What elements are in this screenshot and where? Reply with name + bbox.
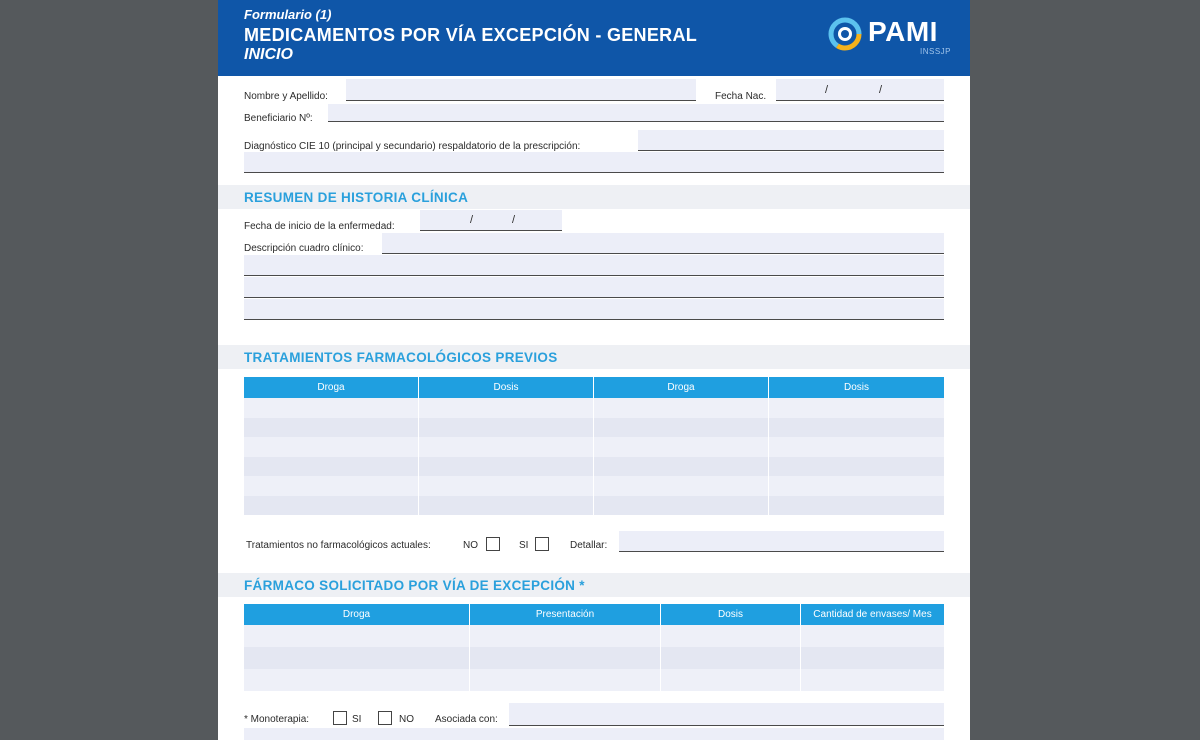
- table-cell[interactable]: [244, 669, 470, 691]
- requested-drug-table-body: [244, 625, 944, 691]
- table-cell[interactable]: [661, 669, 801, 691]
- history-section-title: RESUMEN DE HISTORIA CLÍNICA: [244, 190, 469, 205]
- requested-drug-table-header: [244, 604, 944, 625]
- table-cell[interactable]: [769, 476, 944, 496]
- table-cell[interactable]: [594, 437, 769, 457]
- form-header: [218, 0, 970, 76]
- table-cell[interactable]: [801, 625, 944, 647]
- column-header-dosis: Dosis: [419, 377, 594, 398]
- previous-treatments-table-header: [244, 377, 944, 398]
- table-cell[interactable]: [244, 496, 419, 516]
- associated-field-line-2[interactable]: [244, 728, 944, 740]
- table-cell[interactable]: [594, 398, 769, 418]
- date-separator: /: [825, 84, 829, 96]
- table-row: [244, 418, 944, 438]
- requested-drug-band: [218, 573, 970, 597]
- clinical-description-label: Descripción cuadro clínico:: [244, 243, 364, 254]
- nonpharm-no-checkbox[interactable]: [486, 537, 500, 551]
- table-row: [244, 457, 944, 477]
- beneficiary-field[interactable]: [328, 104, 944, 122]
- table-cell[interactable]: [419, 437, 594, 457]
- form-sheet: [218, 0, 970, 740]
- table-cell[interactable]: [419, 496, 594, 516]
- table-row: [244, 398, 944, 418]
- table-cell[interactable]: [594, 418, 769, 438]
- diagnosis-field-line-2[interactable]: [244, 152, 944, 173]
- table-cell[interactable]: [769, 398, 944, 418]
- requested-drug-title: FÁRMACO SOLICITADO POR VÍA DE EXCEPCIÓN *: [244, 578, 585, 593]
- column-header-droga: Droga: [594, 377, 769, 398]
- table-row: [244, 437, 944, 457]
- onset-date-label: Fecha de inicio de la enfermedad:: [244, 221, 395, 232]
- table-cell[interactable]: [594, 496, 769, 516]
- logo-subtext: INSSJP: [920, 47, 952, 56]
- birth-date-field[interactable]: [776, 79, 944, 101]
- table-cell[interactable]: [769, 418, 944, 438]
- table-row: [244, 496, 944, 516]
- table-cell[interactable]: [419, 476, 594, 496]
- table-cell[interactable]: [244, 457, 419, 477]
- table-cell[interactable]: [419, 398, 594, 418]
- name-field[interactable]: [346, 79, 696, 101]
- logo-text: PAMI: [868, 16, 938, 47]
- table-cell[interactable]: [419, 418, 594, 438]
- table-cell[interactable]: [244, 437, 419, 457]
- form-number: Formulario (1): [244, 7, 332, 22]
- detail-field[interactable]: [619, 531, 944, 552]
- table-row: [244, 669, 944, 691]
- table-cell[interactable]: [801, 647, 944, 669]
- associated-field[interactable]: [509, 703, 944, 726]
- column-header-envases: Cantidad de envases/ Mes: [813, 609, 932, 620]
- table-row: [244, 625, 944, 647]
- table-cell[interactable]: [769, 457, 944, 477]
- table-cell[interactable]: [244, 476, 419, 496]
- monotherapy-no-checkbox[interactable]: [378, 711, 392, 725]
- previous-treatments-band: [218, 345, 970, 369]
- table-cell[interactable]: [470, 625, 661, 647]
- table-cell[interactable]: [661, 647, 801, 669]
- nonpharm-si-label: SI: [519, 540, 529, 551]
- table-cell[interactable]: [769, 496, 944, 516]
- pami-logo: [828, 16, 958, 60]
- previous-treatments-table-body: [244, 398, 944, 515]
- beneficiary-label: Beneficiario Nº:: [244, 113, 313, 124]
- table-row: [244, 647, 944, 669]
- monotherapy-label: * Monoterapia:: [244, 714, 310, 725]
- detail-label: Detallar:: [570, 540, 608, 551]
- associated-label: Asociada con:: [435, 714, 498, 725]
- clinical-description-field[interactable]: [382, 233, 944, 254]
- table-cell[interactable]: [661, 625, 801, 647]
- date-separator: /: [512, 214, 516, 226]
- date-separator: /: [470, 214, 474, 226]
- table-row: [244, 476, 944, 496]
- onset-date-field[interactable]: [420, 210, 562, 231]
- column-header-droga: Droga: [244, 377, 419, 398]
- date-separator: /: [879, 84, 883, 96]
- table-cell[interactable]: [801, 669, 944, 691]
- form-subtitle: INICIO: [244, 46, 293, 63]
- column-header-dosis: Dosis: [661, 604, 801, 625]
- form-title: MEDICAMENTOS POR VÍA EXCEPCIÓN - GENERAL: [244, 25, 698, 45]
- table-cell[interactable]: [769, 437, 944, 457]
- nonpharm-label: Tratamientos no farmacológicos actuales:: [246, 540, 431, 551]
- diagnosis-label: Diagnóstico CIE 10 (principal y secundario) respaldatorio de la prescripción:: [244, 141, 581, 152]
- table-cell[interactable]: [244, 647, 470, 669]
- pami-logo-icon: [828, 17, 862, 51]
- column-header-droga: Droga: [244, 604, 470, 625]
- clinical-description-line[interactable]: [244, 277, 944, 298]
- monotherapy-si-label: SI: [352, 714, 362, 725]
- clinical-description-line[interactable]: [244, 299, 944, 320]
- table-cell[interactable]: [244, 418, 419, 438]
- column-header-presentacion: Presentación: [470, 604, 661, 625]
- nonpharm-si-checkbox[interactable]: [535, 537, 549, 551]
- table-cell[interactable]: [594, 476, 769, 496]
- table-cell[interactable]: [470, 669, 661, 691]
- nonpharm-no-label: NO: [463, 540, 478, 551]
- monotherapy-no-label: NO: [399, 714, 414, 725]
- clinical-description-line[interactable]: [244, 255, 944, 276]
- monotherapy-si-checkbox[interactable]: [333, 711, 347, 725]
- name-label: Nombre y Apellido:: [244, 91, 328, 102]
- history-section-band: [218, 185, 970, 209]
- previous-treatments-title: TRATAMIENTOS FARMACOLÓGICOS PREVIOS: [244, 350, 558, 365]
- birth-date-label: Fecha Nac.: [715, 91, 767, 102]
- diagnosis-field[interactable]: [638, 130, 944, 151]
- table-cell[interactable]: [244, 625, 470, 647]
- table-cell[interactable]: [419, 457, 594, 477]
- column-header-dosis: Dosis: [843, 382, 869, 393]
- table-cell[interactable]: [594, 457, 769, 477]
- table-cell[interactable]: [244, 398, 419, 418]
- table-cell[interactable]: [470, 647, 661, 669]
